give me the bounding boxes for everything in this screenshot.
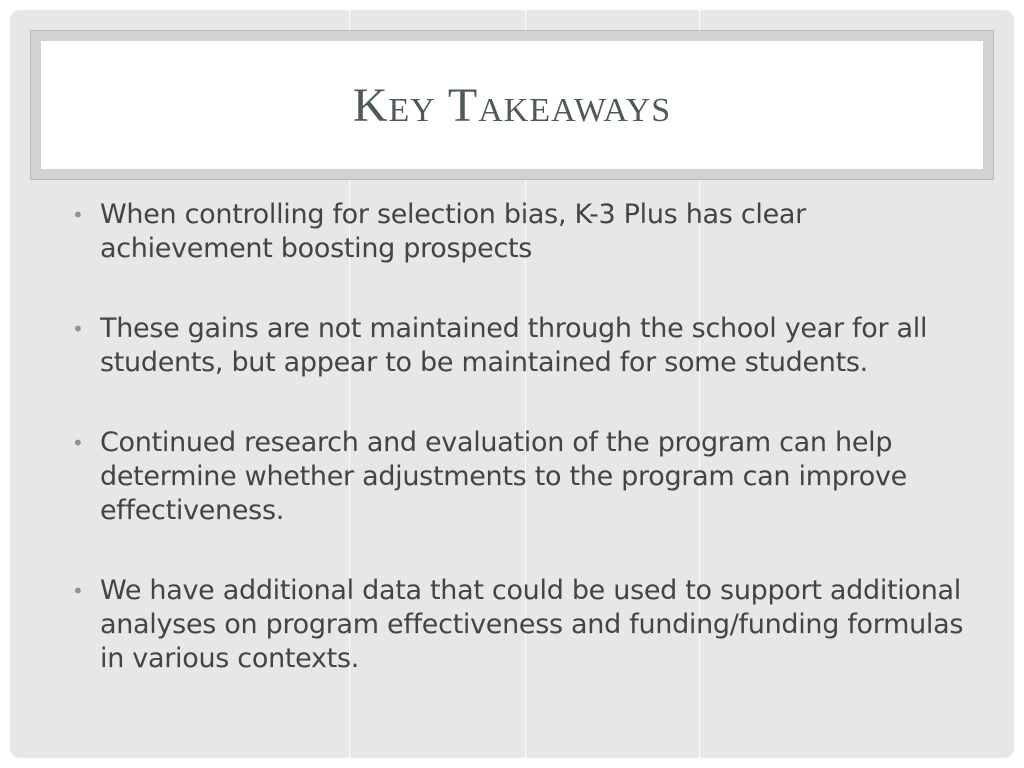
bullet-list xyxy=(72,198,972,676)
bullet-text: Continued research and evaluation of the program can help determine whether adjustments to the program can improve effectiveness. xyxy=(100,427,907,526)
bullet-text: When controlling for selection bias, K-3 Plus has clear achievement boosting prospects xyxy=(100,199,806,264)
bullet-icon: • xyxy=(72,579,84,603)
bullet-icon: • xyxy=(72,203,84,227)
bullet-item-3 xyxy=(72,426,972,528)
title-frame xyxy=(30,30,994,180)
bullet-text: These gains are not maintained through the school year for all students, but appear to be maintained for some students. xyxy=(100,313,928,378)
slide xyxy=(10,10,1014,758)
content-area xyxy=(72,198,972,722)
bullet-icon: • xyxy=(72,431,84,455)
bullet-item-2 xyxy=(72,312,972,380)
bullet-item-1 xyxy=(72,198,972,266)
title-box xyxy=(41,41,983,169)
bullet-item-4 xyxy=(72,574,972,676)
bullet-text: We have additional data that could be used to support additional analyses on program effectiveness and funding/funding formulas in various contexts. xyxy=(100,575,964,674)
slide-title: Key Takeaways xyxy=(352,78,672,132)
bullet-icon: • xyxy=(72,317,84,341)
